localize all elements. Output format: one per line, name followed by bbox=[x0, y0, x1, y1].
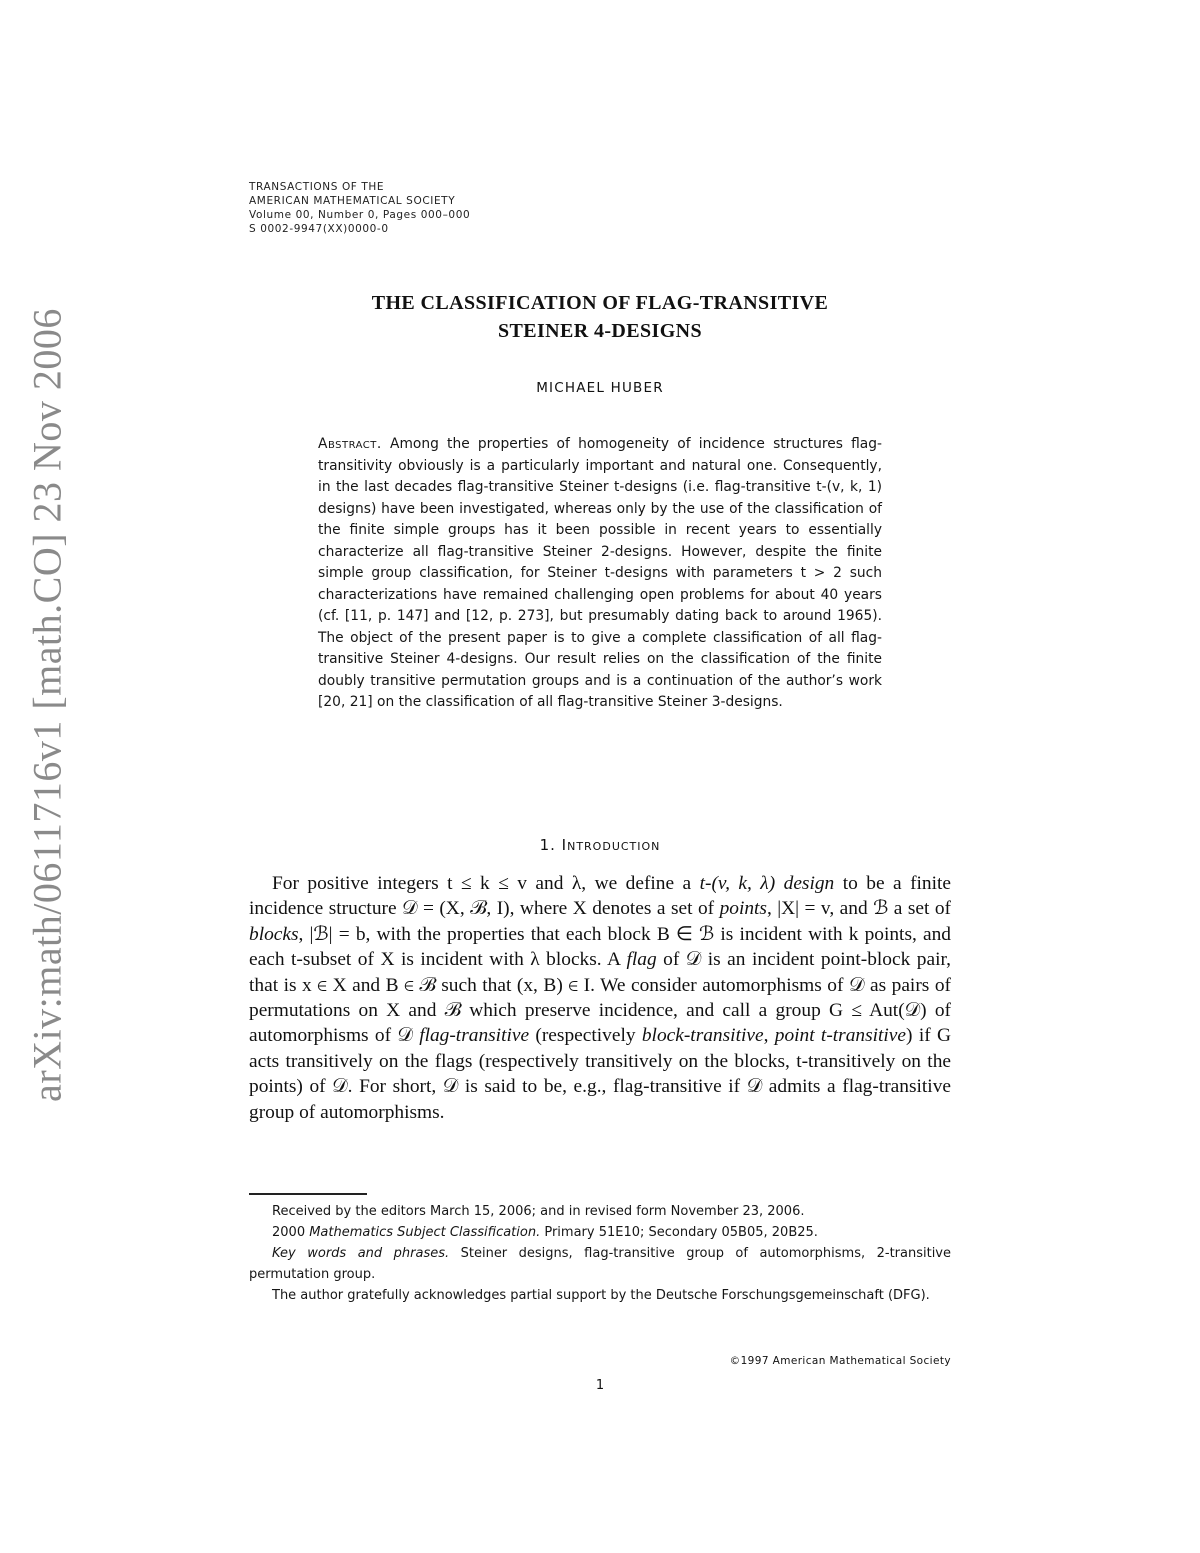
paper-title-line-2: STEINER 4-DESIGNS bbox=[497, 320, 703, 342]
paper-title-line-1: THE CLASSIFICATION OF FLAG-TRANSITIVE bbox=[371, 292, 829, 314]
arxiv-identifier-stamp bbox=[22, 308, 72, 1102]
section-number: 1. bbox=[539, 836, 556, 854]
journal-header bbox=[249, 180, 470, 236]
footnote-keywords bbox=[249, 1243, 951, 1285]
intro-term-block-transitive: block-transitive bbox=[641, 1025, 764, 1047]
intro-text-8: ) if G acts transitively on the flags (respectively transitively on the blocks, t-transitively on the points) of 𝒟. For short, 𝒟 is said to be, e.g., flag-transitive if 𝒟 admits a flag-transitive group of automorphisms. bbox=[249, 1025, 951, 1123]
intro-term-point-transitive: point t-transitive bbox=[774, 1025, 907, 1047]
footnote-keywords-text: Steiner designs, flag-transitive group of automorphisms, 2-transitive permutation group. bbox=[249, 1246, 952, 1282]
intro-term-blocks: blocks bbox=[249, 923, 299, 945]
intro-text-1: For positive integers t ≤ k ≤ v and λ, we define a bbox=[272, 873, 700, 894]
paper-title bbox=[249, 289, 951, 345]
abstract bbox=[318, 434, 882, 714]
footnote-msc bbox=[249, 1222, 951, 1243]
footnote-msc-prefix: 2000 bbox=[272, 1225, 310, 1240]
intro-term-flag-transitive: flag-transitive bbox=[419, 1025, 530, 1047]
intro-text-6: (respectively bbox=[529, 1025, 642, 1047]
intro-term-points: points bbox=[719, 898, 767, 920]
journal-header-line-1: TRANSACTIONS OF THE bbox=[249, 181, 385, 193]
abstract-text: Among the properties of homogeneity of incidence structures flag-transitivity obviously is a particularly important and natural one. Consequently, in the last decades flag-transitive Steiner t-designs (i.e. flag-transitive t-(v, k, 1) designs) have been investigated, whereas only by the use of the classification of the finite simple groups has it been possible in recent years to essentially characterize all flag-transitive Steiner 2-designs. However, despite the finite simple group classification, for Steiner t-designs with parameters t > 2 such characterizations have remained challenging open problems for about 40 years (cf. [11, p. 147] and [12, p. 273], but presumably dating back to around 1965). The object of the present paper is to give a complete classification of all flag-transitive Steiner 4-designs. Our result relies on the classification of the finite doubly transitive permutation groups and is a continuation of the author’s work [20, 21] on the classification of all flag-transitive Steiner 3-designs. bbox=[318, 436, 882, 710]
author-name: MICHAEL HUBER bbox=[536, 380, 664, 396]
footnote-msc-text: Primary 51E10; Secondary 05B05, 20B25. bbox=[540, 1225, 818, 1240]
intro-text-4: , |ℬ| = b, with the properties that each block B ∈ ℬ is incident with k points, and each t-subset of X is incident with λ blocks. A bbox=[249, 923, 951, 971]
journal-header-line-4: S 0002-9947(XX)0000-0 bbox=[249, 223, 389, 235]
footnote-msc-label: Mathematics Subject Classification. bbox=[309, 1225, 541, 1240]
intro-text-7: , bbox=[763, 1025, 775, 1047]
footnote-rule bbox=[249, 1193, 367, 1195]
footnote-support: The author gratefully acknowledges partial support by the Deutsche Forschungsgemeinschaft (DFG). bbox=[272, 1288, 930, 1303]
footnotes bbox=[249, 1201, 951, 1306]
introduction-paragraph bbox=[249, 871, 951, 1125]
intro-term-flag: flag bbox=[626, 949, 657, 971]
page-number: 1 bbox=[595, 1378, 605, 1393]
section-heading bbox=[249, 836, 951, 854]
footnote-received: Received by the editors March 15, 2006; and in revised form November 23, 2006. bbox=[272, 1204, 805, 1219]
intro-text-2: to be a finite incidence structure 𝒟 = (X, ℬ, I), where X denotes a set of bbox=[249, 873, 951, 920]
copyright-notice: ©1997 American Mathematical Society bbox=[729, 1355, 951, 1367]
footnote-keywords-label: Key words and phrases. bbox=[272, 1246, 450, 1261]
journal-header-line-3: Volume 00, Number 0, Pages 000–000 bbox=[249, 209, 471, 221]
journal-header-line-2: AMERICAN MATHEMATICAL SOCIETY bbox=[249, 195, 456, 207]
intro-text-5: of 𝒟 is an incident point-block pair, that is x ∈ X and B ∈ ℬ such that (x, B) ∈ I. We consider automorphisms of 𝒟 as pairs of permutations on X and ℬ which preserve incidence, and call a group G ≤ Aut(𝒟) of automorphisms of 𝒟 bbox=[249, 949, 952, 1047]
arxiv-identifier-text: arXiv:math/0611716v1 [math.CO] 23 Nov 2006 bbox=[24, 308, 70, 1102]
section-title: Introduction bbox=[561, 836, 661, 854]
abstract-label: Abstract. bbox=[318, 436, 382, 452]
intro-text-3: , |X| = v, and ℬ a set of bbox=[766, 898, 951, 920]
intro-term-design: t-(v, k, λ) design bbox=[699, 873, 835, 894]
